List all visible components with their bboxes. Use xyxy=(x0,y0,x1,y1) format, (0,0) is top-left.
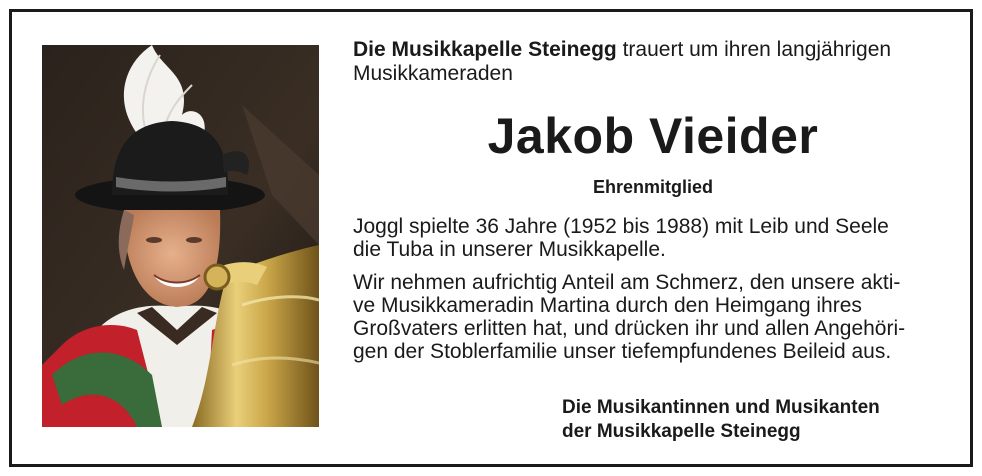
paragraph-condolence xyxy=(353,271,953,363)
intro-line2: Musikkameraden xyxy=(353,62,513,85)
paragraph-line: Wir nehmen aufrichtig Anteil am Schmerz, den unsere akti- xyxy=(353,271,901,294)
member-role: Ehrenmitglied xyxy=(592,177,713,197)
portrait-photo xyxy=(42,45,319,427)
paragraph-line: ve Musikkameradin Martina durch den Heimgang ihres xyxy=(353,294,862,317)
intro-text xyxy=(353,38,953,86)
signature-block xyxy=(562,396,962,444)
deceased-name: Jakob Vieider xyxy=(487,108,819,164)
paragraph-line: die Tuba in unserer Musikkapelle. xyxy=(353,238,666,261)
paragraph-line: Joggl spielte 36 Jahre (1952 bis 1988) mit Leib und Seele xyxy=(353,215,889,238)
portrait-illustration xyxy=(42,45,319,427)
notice-text xyxy=(353,38,953,363)
paragraph-line: Großvaters erlitten hat, und drücken ihr und allen Angehöri- xyxy=(353,317,906,340)
paragraph-line: gen der Stoblerfamilie unser tiefempfundenes Beileid aus. xyxy=(353,340,892,363)
signature-line: der Musikkapelle Steinegg xyxy=(562,421,801,442)
paragraph-tenure xyxy=(353,215,953,261)
intro-organization: Die Musikkapelle Steinegg xyxy=(353,38,617,61)
intro-rest: trauert um ihren langjährigen xyxy=(616,38,892,61)
signature-line: Die Musikantinnen und Musikanten xyxy=(562,397,880,418)
obituary-notice xyxy=(9,9,973,467)
